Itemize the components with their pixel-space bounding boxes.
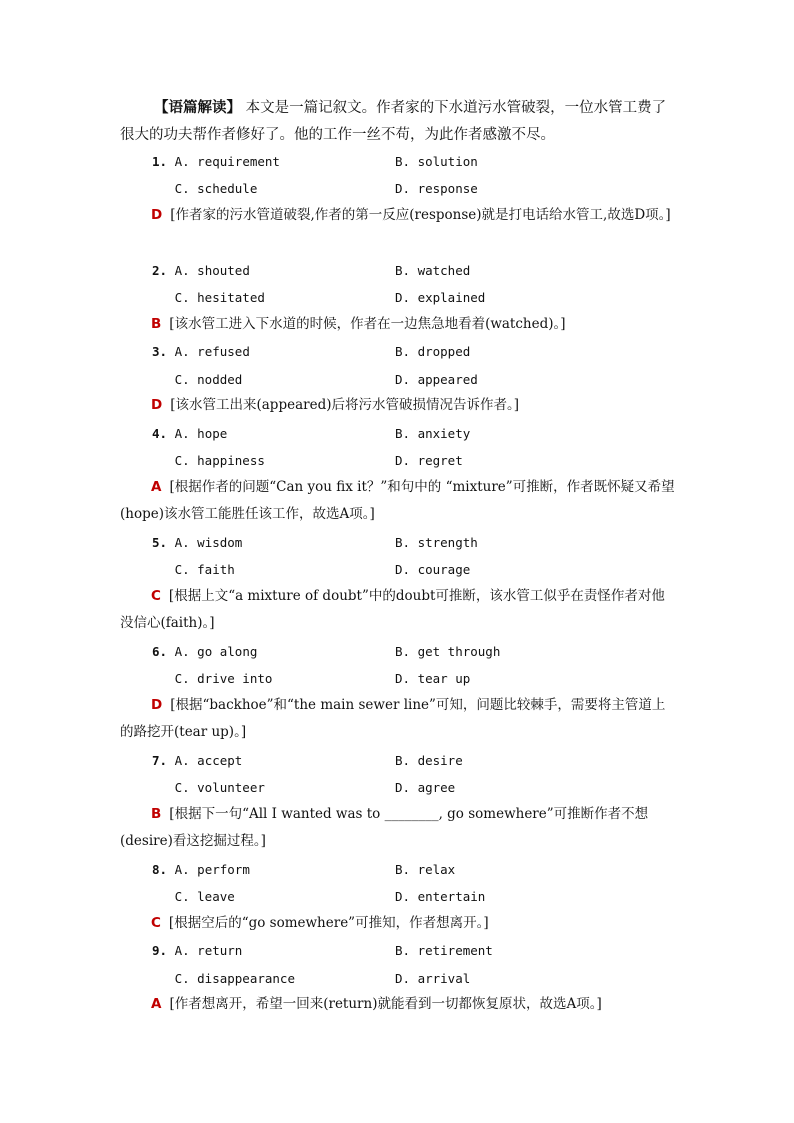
option-b: B. watched (395, 263, 471, 278)
answer-key: C (151, 588, 161, 604)
option-d: D. regret (395, 453, 463, 468)
question-2-row-2 (152, 284, 672, 311)
question-9-row-1 (152, 937, 672, 964)
answer-key: B (151, 806, 162, 822)
question-6-row-1 (152, 638, 672, 665)
option-c: C. leave (174, 889, 235, 904)
option-a: A. refused (174, 344, 250, 359)
option-a: A. shouted (174, 263, 250, 278)
answer-key: D (151, 697, 163, 713)
option-c: C. drive into (174, 671, 273, 686)
summary-tag: 【语篇解读】 (154, 99, 241, 116)
answer-explanation: [根据空后的“go somewhere”可推知，作者想离开。] (168, 915, 489, 931)
option-b: B. strength (395, 535, 478, 550)
answer-explanation: [根据“backhoe”和“the main sewer line”可知，问题比较棘手，需要将主管道上的路挖开(tear up)。] (120, 697, 666, 740)
option-b: B. relax (395, 862, 456, 877)
option-d: D. response (395, 181, 478, 196)
question-number: 9. (152, 943, 168, 958)
answer-9 (120, 991, 678, 1018)
summary-text: 本文是一篇记叙文。作者家的下水道污水管破裂，一位水管工费了很大的功夫帮作者修好了。他的工作一丝不苟，为此作者感激不尽。 (120, 100, 667, 143)
option-b: B. solution (395, 154, 478, 169)
answer-explanation: [根据上文“a mixture of doubt”中的doubt可推断，该水管工似乎在责怪作者对他没信心(faith)。] (120, 588, 665, 631)
answer-explanation: [作者家的污水管道破裂,作者的第一反应(response)就是打电话给水管工,故选D项。] (170, 207, 671, 223)
answer-3 (120, 392, 678, 419)
option-a: A. wisdom (174, 535, 243, 550)
option-c: C. volunteer (174, 780, 265, 795)
question-number: 6. (152, 644, 168, 659)
question-6-row-2 (152, 665, 672, 692)
question-number: 2. (152, 263, 168, 278)
question-9-row-2 (152, 965, 672, 992)
question-1-row-1 (152, 148, 672, 175)
question-number: 5. (152, 535, 168, 550)
option-a: A. return (174, 943, 243, 958)
option-b: B. get through (395, 644, 501, 659)
answer-explanation: [根据下一句“All I wanted was to ________, go somewhere”可推断作者不想(desire)看这挖掘过程。] (120, 806, 649, 849)
answer-2 (120, 311, 678, 338)
answer-6 (120, 692, 678, 746)
answer-explanation: [该水管工进入下水道的时候，作者在一边焦急地看着(watched)。] (169, 316, 566, 332)
option-c: C. disappearance (174, 971, 295, 986)
option-c: C. hesitated (174, 290, 265, 305)
option-a: A. go along (174, 644, 258, 659)
option-c: C. faith (174, 562, 235, 577)
option-a: A. accept (174, 753, 243, 768)
answer-key: A (151, 996, 162, 1012)
answer-7 (120, 801, 678, 855)
question-2-row-1 (152, 257, 672, 284)
answer-1 (120, 202, 678, 229)
answer-key: D (151, 397, 163, 413)
question-1-row-2 (152, 175, 672, 202)
answer-key: D (151, 207, 163, 223)
question-5-row-2 (152, 556, 672, 583)
answer-8 (120, 910, 678, 937)
question-number: 1. (152, 154, 168, 169)
question-8-row-2 (152, 883, 672, 910)
option-a: A. hope (174, 426, 228, 441)
answer-key: A (151, 479, 162, 495)
question-7-row-1 (152, 747, 672, 774)
passage-summary (120, 94, 680, 149)
answer-key: B (151, 316, 162, 332)
question-4-row-1 (152, 420, 672, 447)
option-a: A. requirement (174, 154, 280, 169)
option-d: D. appeared (395, 372, 478, 387)
option-b: B. desire (395, 753, 463, 768)
question-number: 7. (152, 753, 168, 768)
option-d: D. explained (395, 290, 486, 305)
answer-explanation: [作者想离开，希望一回来(return)就能看到一切都恢复原状，故选A项。] (169, 996, 602, 1012)
answer-explanation: [根据作者的问题“Can you fix it？”和句中的 “mixture”可推断，作者既怀疑又希望(hope)该水管工能胜任该工作，故选A项。] (120, 479, 675, 522)
answer-explanation: [该水管工出来(appeared)后将污水管破损情况告诉作者。] (170, 397, 519, 413)
answer-key: C (151, 915, 161, 931)
question-7-row-2 (152, 774, 672, 801)
question-number: 3. (152, 344, 168, 359)
question-3-row-1 (152, 338, 672, 365)
question-number: 8. (152, 862, 168, 877)
question-5-row-1 (152, 529, 672, 556)
option-c: C. schedule (174, 181, 258, 196)
option-d: D. entertain (395, 889, 486, 904)
question-4-row-2 (152, 447, 672, 474)
question-8-row-1 (152, 856, 672, 883)
option-c: C. nodded (174, 372, 243, 387)
option-c: C. happiness (174, 453, 265, 468)
option-d: D. tear up (395, 671, 471, 686)
option-b: B. anxiety (395, 426, 471, 441)
option-a: A. perform (174, 862, 250, 877)
option-d: D. courage (395, 562, 471, 577)
option-d: D. arrival (395, 971, 471, 986)
question-number: 4. (152, 426, 168, 441)
option-d: D. agree (395, 780, 456, 795)
answer-4 (120, 474, 678, 528)
option-b: B. dropped (395, 344, 471, 359)
option-b: B. retirement (395, 943, 493, 958)
answer-5 (120, 583, 678, 637)
question-3-row-2 (152, 366, 672, 393)
